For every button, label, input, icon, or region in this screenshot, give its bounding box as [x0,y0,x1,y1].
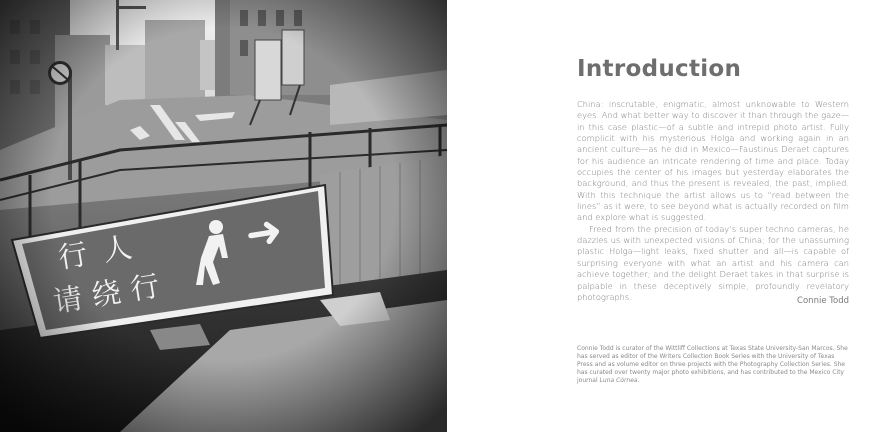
paragraph-2: Freed from the precision of today’s super techno cameras, he dazzles us with unexpected visions of China; for the unassuming plastic Holga—light leaks, fixed shutter and all—is capable of surprising everyone with what an artist and his camera can achieve together; and the delight Deraet takes in that surprise is palpable in these deceptively simple, profoundly revelatory photographs. [577,223,849,302]
page-title: Introduction [577,56,742,82]
text-page [447,0,893,432]
paragraph-1: China: inscrutable, enigmatic, almost unknowable to Western eyes. And what better way to discover it than through the gaze—in this case plastic—of a subtle and intrepid photo artist. Fully complicit with his mysterious Holga and working again in an ancient culture—as he did in Mexico—Faustinus Deraet captures for his audience an intricate rendering of time and place. Today occupies the center of his images but yesterday elaborates the background, and thus the present is revealed, the past, implied. With this technique the artist allows us to “read between the lines” as it were, to see beyond what is actually recorded on film and explore what is suggested. [577,99,849,223]
introduction-body [577,99,849,303]
bio-text: Connie Todd is curator of the Wittliff Collections at Texas State University-San Marcos. She has served as editor of the Writers Collection Book Series with the University of Texas Press and as volume editor on three projects with the Photography Collection Series. She has curated over twenty major photo exhibitions, and has contributed to the Mexico City journal [577,345,848,384]
author-bio [577,345,849,385]
author-signature: Connie Todd [797,296,849,306]
bio-end: . [637,377,640,384]
bio-journal: Luna Córnea [599,377,638,384]
